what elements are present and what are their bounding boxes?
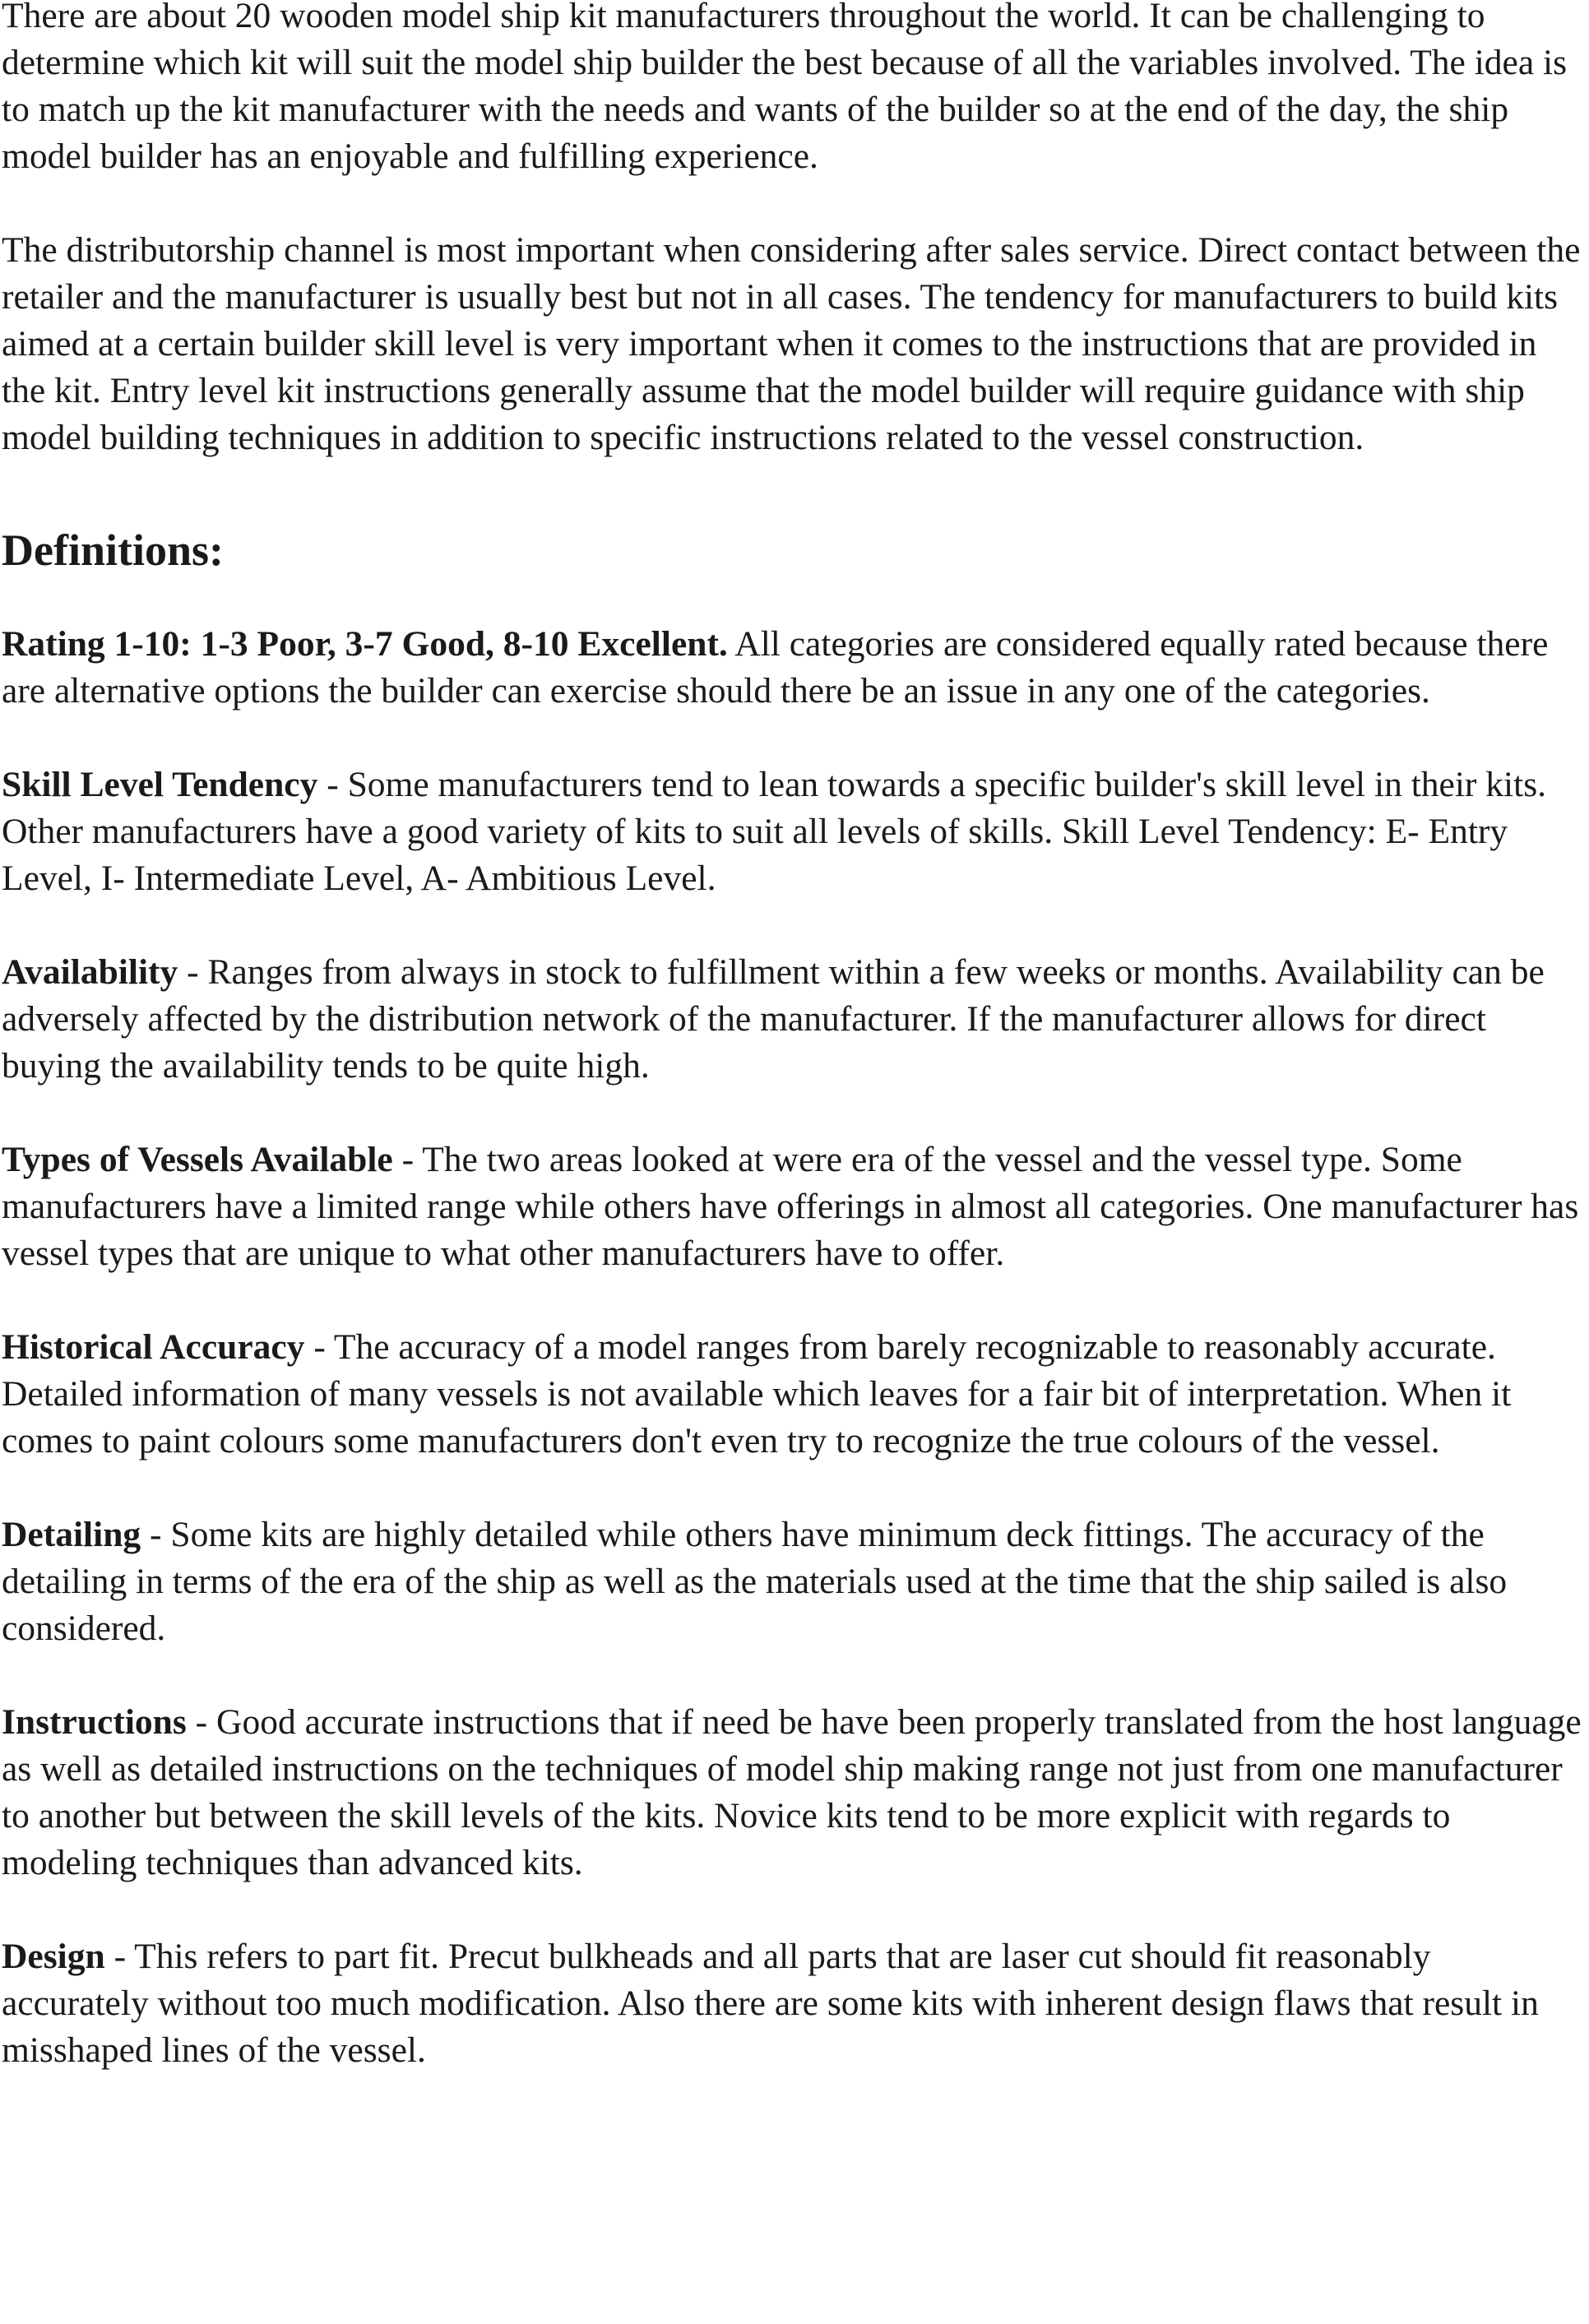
definition-term: Detailing <box>2 1515 141 1554</box>
definition-detailing <box>2 1512 1586 1652</box>
definition-text: - The accuracy of a model ranges from barely recognizable to reasonably accurate. Detailed information of many vessels is not available which leaves for a fair bit of interpretation. When it comes to paint colours some manufacturers don't even try to recognize the true colours of the vessel. <box>2 1327 1512 1461</box>
definitions-heading: Definitions: <box>2 525 224 575</box>
definition-types-of-vessels <box>2 1137 1586 1277</box>
definition-availability <box>2 949 1586 1090</box>
intro-paragraph-2: The distributorship channel is most important when considering after sales service. Direct contact between the retailer and the manufacturer is usually best but not in all cases. The tendency for manufacturers to build kits aimed at a certain builder skill level is very important when it comes to the instructions that are provided in the kit. Entry level kit instructions generally assume that the model builder will require guidance with ship model building techniques in addition to specific instructions related to the vessel construction. <box>2 230 1581 457</box>
definition-term: Instructions <box>2 1702 187 1742</box>
definition-term: Skill Level Tendency <box>2 765 318 804</box>
definition-text: All categories are considered equally rated because there are alternative options the builder can exercise should there be an issue in any one of the categories. <box>2 624 1549 711</box>
definition-text: - Good accurate instructions that if need be have been properly translated from the host language as well as detailed instructions on the techniques of model ship making range not just from one manufacturer to another but between the skill levels of the kits. Novice kits tend to be more explicit with regards to modeling techniques than advanced kits. <box>2 1702 1582 1882</box>
definition-instructions <box>2 1699 1586 1887</box>
definition-text: - The two areas looked at were era of the vessel and the vessel type. Some manufacturers have a limited range while others have offerings in almost all categories. One manufacturer has vessel types that are unique to what other manufacturers have to offer. <box>2 1140 1579 1273</box>
definition-design <box>2 1933 1586 2074</box>
definition-text: - This refers to part fit. Precut bulkheads and all parts that are laser cut should fit reasonably accurately without too much modification. Also there are some kits with inherent design flaws that result in misshaped lines of the vessel. <box>2 1937 1539 2070</box>
definition-skill-level-tendency <box>2 762 1586 902</box>
definition-term: Types of Vessels Available <box>2 1140 393 1179</box>
definition-term: Design <box>2 1937 105 1976</box>
definition-term: Availability <box>2 952 178 992</box>
intro-paragraph-1: There are about 20 wooden model ship kit manufacturers throughout the world. It can be challenging to determine which kit will suit the model ship builder the best because of all the variables involved. The idea is to match up the kit manufacturer with the needs and wants of the builder so at the end of the day, the ship model builder has an enjoyable and fulfilling experience. <box>2 0 1568 176</box>
definition-term: Rating 1-10: 1-3 Poor, 3-7 Good, 8-10 Excellent. <box>2 624 728 664</box>
definition-rating <box>2 621 1586 715</box>
definition-term: Historical Accuracy <box>2 1327 305 1367</box>
definition-historical-accuracy <box>2 1324 1586 1465</box>
definition-text: - Ranges from always in stock to fulfillment within a few weeks or months. Availability can be adversely affected by the distribution network of the manufacturer. If the manufacturer allows for direct buying the availability tends to be quite high. <box>2 952 1545 1086</box>
definition-text: - Some kits are highly detailed while others have minimum deck fittings. The accuracy of the detailing in terms of the era of the ship as well as the materials used at the time that the ship sailed is also considered. <box>2 1515 1508 1648</box>
definition-text: - Some manufacturers tend to lean towards a specific builder's skill level in their kits. Other manufacturers have a good variety of kits to suit all levels of skills. Skill Level Tendency: E- Entry Level, I- Intermediate Level, A- Ambitious Level. <box>2 765 1547 898</box>
